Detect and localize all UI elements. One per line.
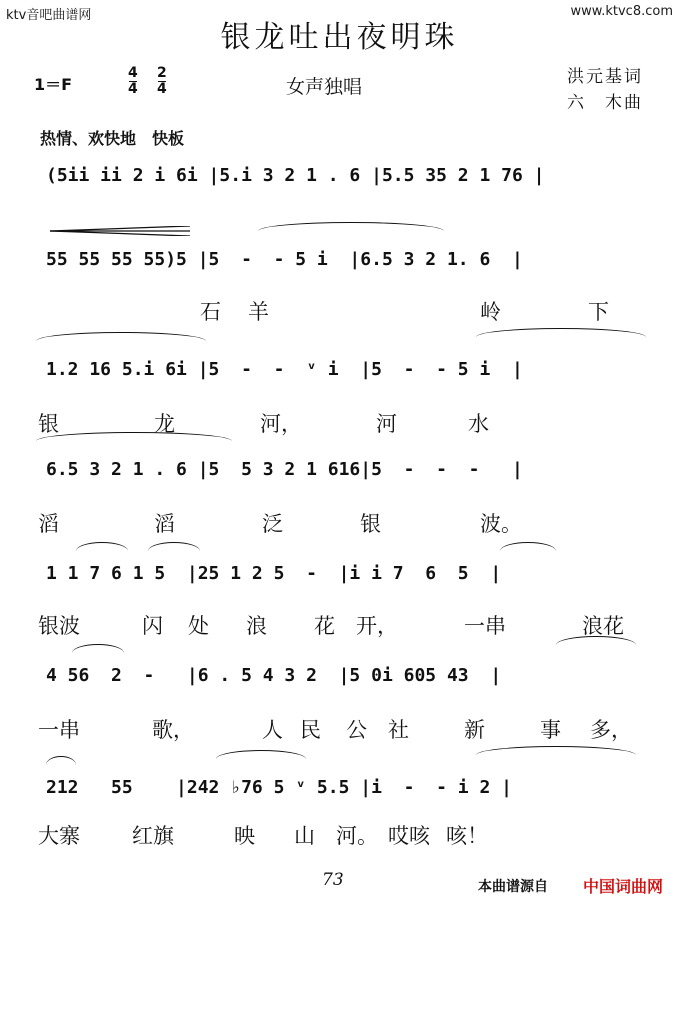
lyric-syllable: 事 bbox=[540, 718, 561, 742]
lyric-syllable: 映 bbox=[234, 824, 255, 848]
watermark-left: ktv音吧曲谱网 bbox=[6, 8, 92, 23]
jianpu-notes: 4 56 2 - |6 . 5 4 3 2 |5 0i 605 43 | bbox=[46, 665, 502, 686]
hairpin-mark bbox=[50, 226, 190, 236]
time-signature-1 bbox=[128, 66, 138, 97]
score-row-3 bbox=[36, 346, 647, 386]
score-row-7 bbox=[36, 764, 647, 804]
lyric-syllable: 新 bbox=[464, 718, 485, 742]
lyric-syllable: 处 bbox=[188, 614, 209, 638]
lyric-syllable: 河， bbox=[260, 412, 302, 436]
lyric-syllable: 浪 bbox=[246, 614, 267, 638]
jianpu-notes: 212 55 |242 ♭76 5 ᵛ 5.5 |i - - i 2 | bbox=[46, 777, 512, 798]
lyric-syllable: 泛 bbox=[262, 512, 283, 536]
jianpu-notes: 1.2 16 5.i 6i |5 - - ᵛ i |5 - - 5 i | bbox=[46, 359, 523, 380]
score-row-6 bbox=[36, 652, 647, 692]
score-row-2 bbox=[36, 236, 647, 276]
lyric-syllable: 多， bbox=[590, 718, 632, 742]
lyric-syllable: 银 bbox=[38, 412, 59, 436]
meter-top: 2 bbox=[157, 65, 167, 81]
lyric-syllable: 社 bbox=[388, 718, 409, 742]
page-number: 73 bbox=[322, 870, 344, 890]
lyric-syllable: 咳！ bbox=[446, 824, 488, 848]
key-signature: 1＝F bbox=[34, 75, 73, 94]
lyric-syllable: 民 bbox=[300, 718, 321, 742]
score-row-5 bbox=[36, 550, 647, 590]
lyric-syllable: 红旗 bbox=[132, 824, 174, 848]
tempo-marking: 热情、欢快地 快板 bbox=[40, 129, 185, 148]
lyric-syllable: 河 bbox=[376, 412, 397, 436]
slur-mark bbox=[258, 222, 444, 231]
lyric-syllable: 龙 bbox=[154, 412, 175, 436]
song-title: 银龙吐出夜明珠 bbox=[220, 20, 459, 55]
lyric-syllable: 羊 bbox=[248, 300, 269, 324]
lyric-syllable: 山 bbox=[294, 824, 315, 848]
performance-type: 女声独唱 bbox=[286, 76, 363, 98]
lyric-syllable: 石 bbox=[200, 300, 221, 324]
lyrics-row-7 bbox=[36, 820, 647, 1012]
lyric-syllable: 哎咳 bbox=[388, 824, 430, 848]
source-label: 本曲谱源自 bbox=[478, 879, 548, 895]
jianpu-notes: 55 55 55 55)5 |5 - - 5 i |6.5 3 2 1. 6 | bbox=[46, 249, 523, 270]
lyric-syllable: 公 bbox=[346, 718, 367, 742]
lyric-syllable: 开， bbox=[356, 614, 398, 638]
lyric-syllable: 河。 bbox=[336, 824, 378, 848]
lyric-syllable: 一串 bbox=[38, 718, 80, 742]
lyric-syllable: 岭 bbox=[480, 300, 501, 324]
lyric-syllable: 闪 bbox=[142, 614, 163, 638]
score-row-1 bbox=[36, 152, 647, 192]
lyric-syllable: 滔 bbox=[38, 512, 59, 536]
lyric-syllable: 滔 bbox=[154, 512, 175, 536]
jianpu-notes: 1 1 7 6 1 5 |25 1 2 5 - |i i 7 6 5 | bbox=[46, 563, 502, 584]
composer-credit: 六 木曲 bbox=[567, 93, 643, 113]
lyric-syllable: 花 bbox=[314, 614, 335, 638]
site-name: 中国词曲网 bbox=[583, 877, 664, 896]
lyric-syllable: 下 bbox=[588, 300, 609, 324]
meter-bottom: 4 bbox=[128, 81, 138, 97]
score-row-4 bbox=[36, 446, 647, 486]
lyric-syllable: 大寨 bbox=[38, 824, 80, 848]
lyric-syllable: 银波 bbox=[38, 614, 80, 638]
time-signature-2 bbox=[157, 66, 167, 97]
watermark-right: www.ktvc8.com bbox=[570, 4, 673, 19]
jianpu-notes: (5ii ii 2 i 6i |5.i 3 2 1 . 6 |5.5 35 2 1 76 | bbox=[46, 165, 545, 186]
lyric-syllable: 浪花 bbox=[582, 614, 624, 638]
meter-bottom: 4 bbox=[157, 81, 167, 97]
meter-top: 4 bbox=[128, 65, 138, 81]
lyric-syllable: 一串 bbox=[464, 614, 506, 638]
lyric-syllable: 波。 bbox=[480, 512, 522, 536]
lyric-syllable: 水 bbox=[468, 412, 489, 436]
lyric-syllable: 歌， bbox=[152, 718, 194, 742]
lyric-syllable: 银 bbox=[360, 512, 381, 536]
lyric-syllable: 人 bbox=[262, 718, 283, 742]
lyricist-credit: 洪元基词 bbox=[567, 67, 643, 87]
jianpu-notes: 6.5 3 2 1 . 6 |5 5 3 2 1 616|5 - - - | bbox=[46, 459, 523, 480]
